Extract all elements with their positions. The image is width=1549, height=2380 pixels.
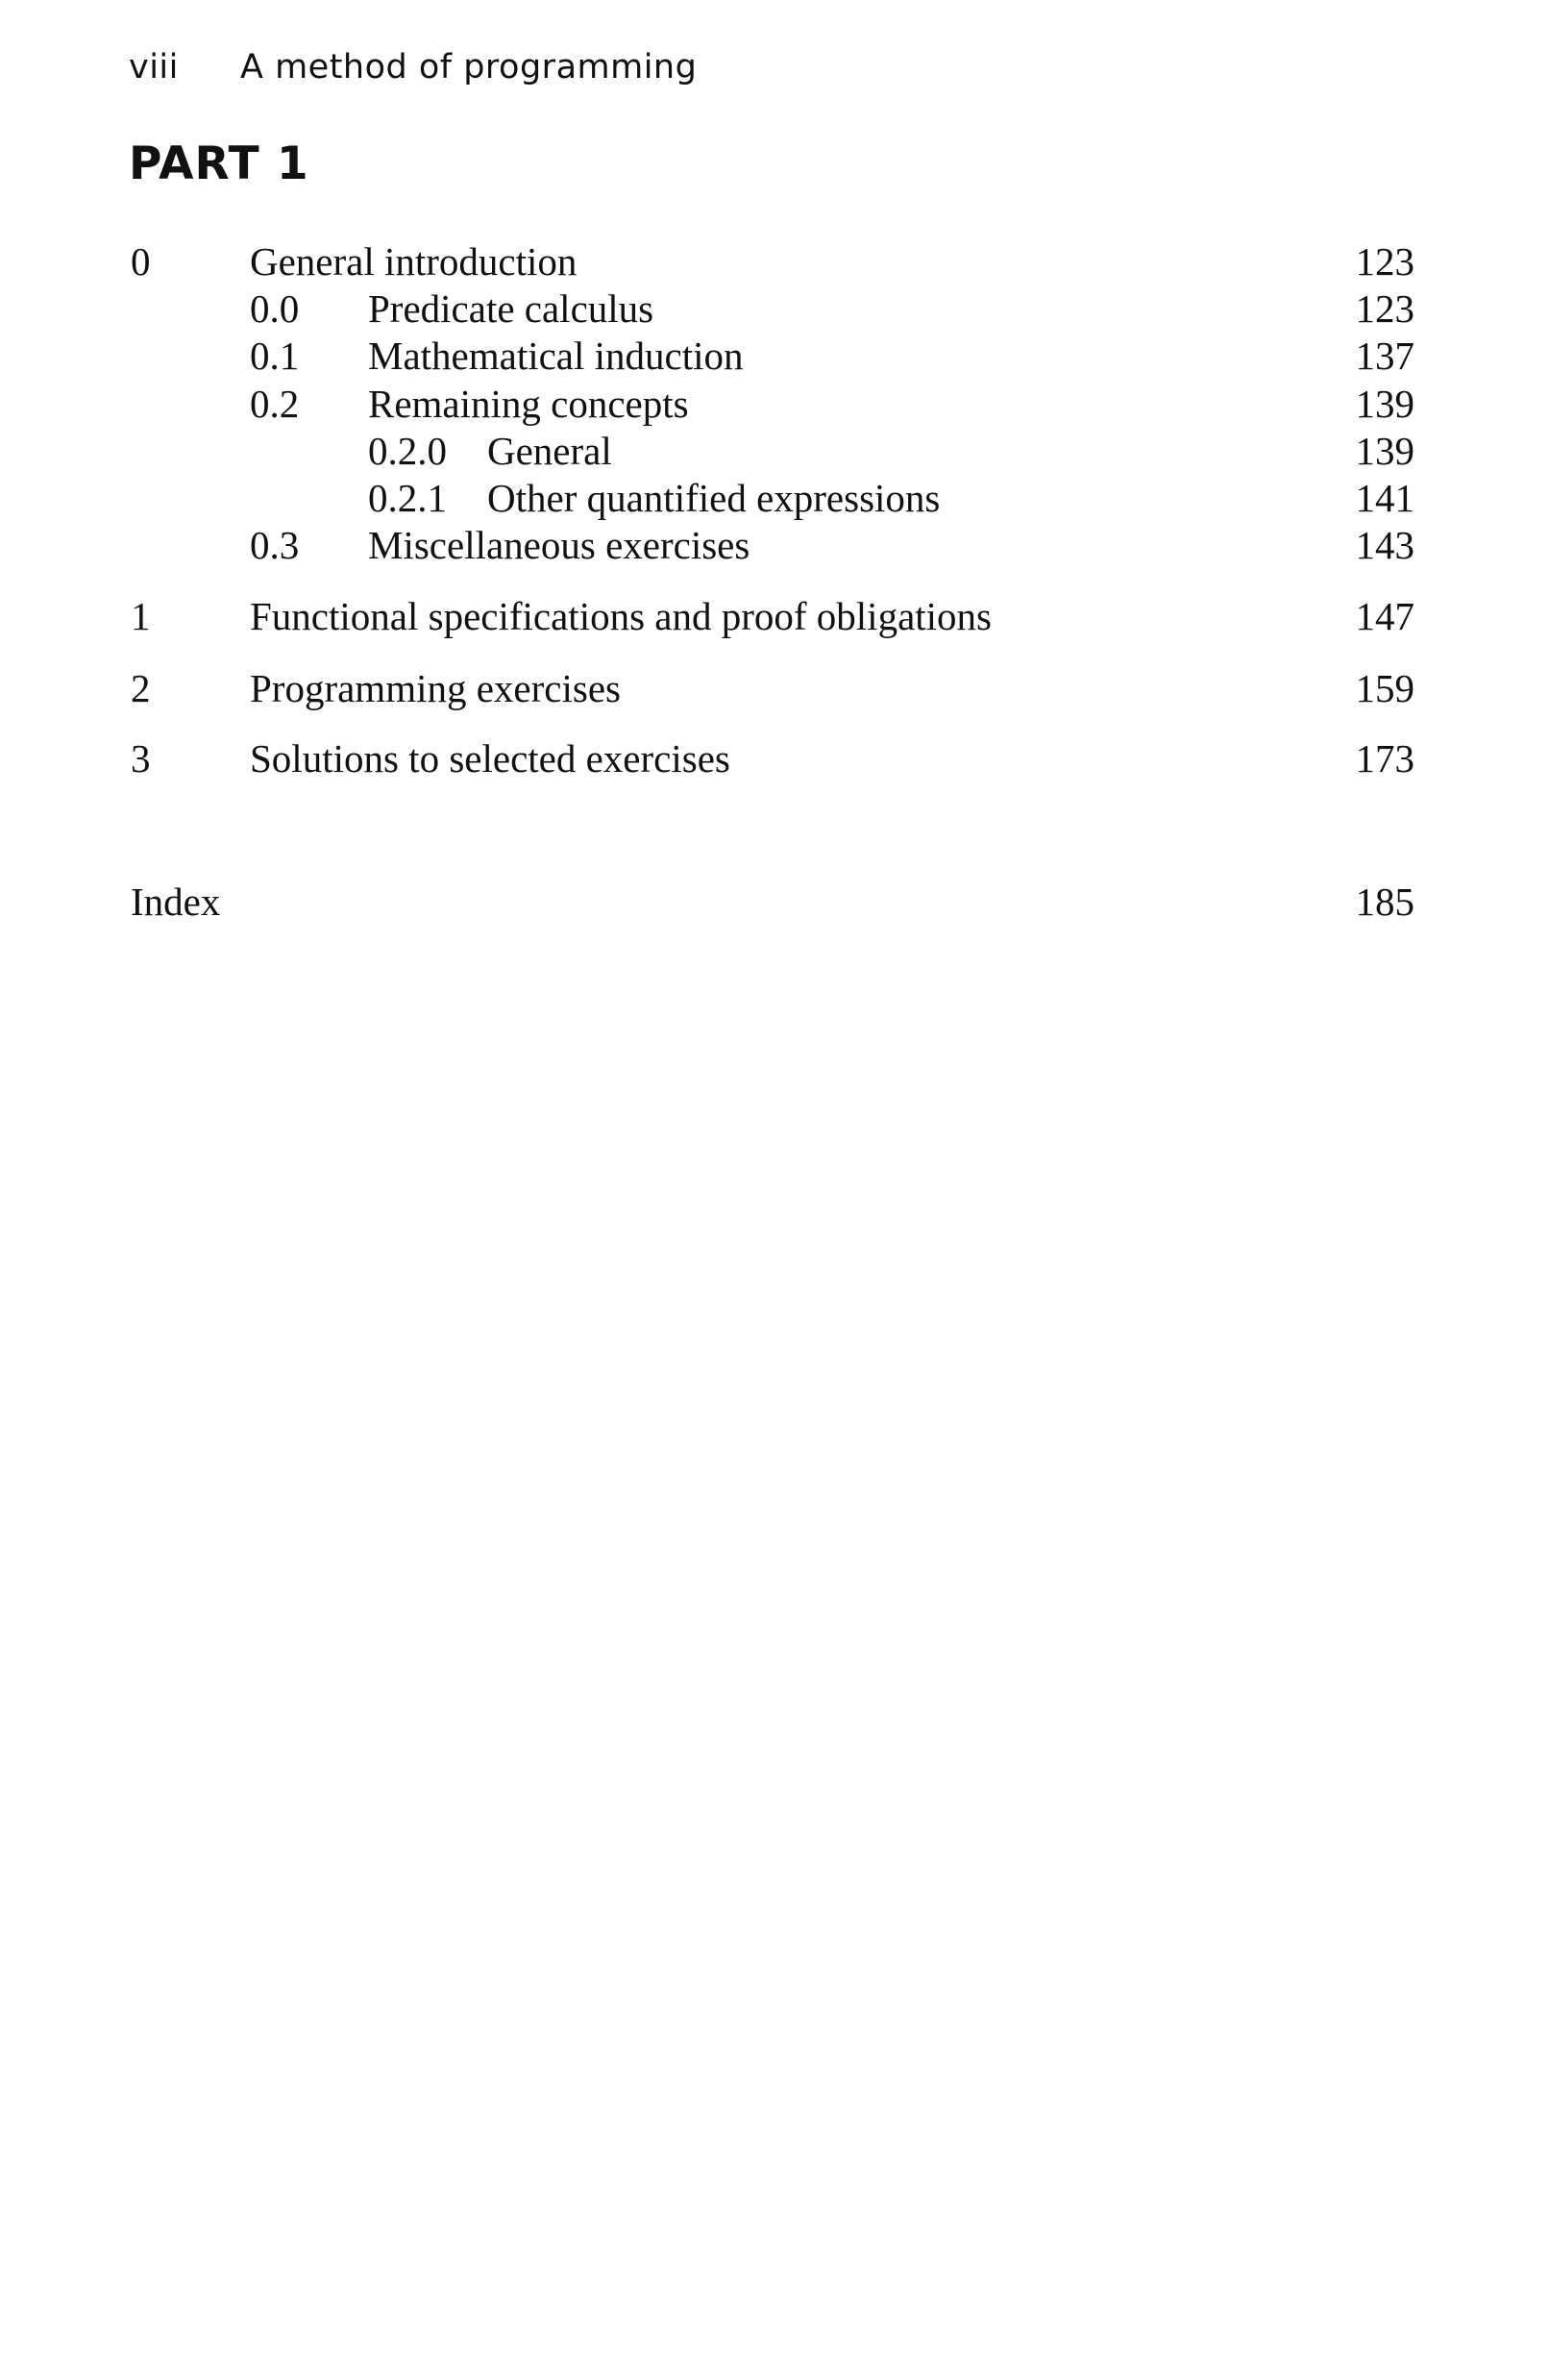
part-heading: PART 1 [129, 137, 309, 190]
toc-entry-section-0-0 [0, 285, 1549, 333]
toc-entry-title: Predicate calculus [368, 286, 654, 331]
toc-entry-number: 3 [131, 736, 151, 781]
toc-entry-page: 159 [1355, 666, 1414, 710]
toc-entry-section-0-2 [0, 380, 1549, 428]
toc-entry-page: 141 [1355, 476, 1414, 520]
toc-entry-section-0-1 [0, 332, 1549, 380]
toc-entry-number: 2 [131, 666, 151, 710]
toc-entry-index [0, 878, 1549, 926]
toc-entry-number: 0 [131, 239, 151, 284]
toc-entry-title: Functional specifications and proof obligations [250, 594, 993, 638]
toc-entry-number: 0.2 [250, 382, 300, 426]
toc-entry-number: 1 [131, 594, 151, 638]
toc-entry-title: Other quantified expressions [487, 476, 941, 520]
toc-entry-page: 143 [1355, 523, 1414, 567]
toc-entry-page: 173 [1355, 736, 1414, 781]
toc-index-title: Index [131, 880, 221, 924]
toc-entry-chapter-2 [0, 664, 1549, 712]
toc-entry-title: Mathematical induction [368, 334, 744, 378]
toc-entry-title: Solutions to selected exercises [250, 736, 730, 781]
toc-entry-number: 0.3 [250, 523, 300, 567]
toc-entry-section-0-3 [0, 521, 1549, 569]
toc-entry-page: 139 [1355, 429, 1414, 473]
toc-entry-chapter-1 [0, 592, 1549, 640]
running-head [129, 48, 697, 87]
toc-entry-number: 0.0 [250, 286, 300, 331]
toc-entry-number: 0.2.0 [368, 429, 447, 473]
toc-entry-title: Remaining concepts [368, 382, 689, 426]
toc-entry-number: 0.2.1 [368, 476, 447, 520]
toc-entry-title: General introduction [250, 239, 578, 284]
toc-entry-title: General [487, 429, 612, 473]
page-folio: viii [129, 48, 179, 87]
toc-entry-page: 123 [1355, 286, 1414, 331]
toc-entry-subsection-0-2-0 [0, 427, 1549, 475]
toc-entry-number: 0.1 [250, 334, 300, 378]
toc-entry-page: 137 [1355, 334, 1414, 378]
toc-entry-title: Programming exercises [250, 666, 621, 710]
toc-entry-page: 139 [1355, 382, 1414, 426]
toc-entry-chapter-3 [0, 734, 1549, 782]
toc-entry-page: 147 [1355, 594, 1414, 638]
toc-entry-title: Miscellaneous exercises [368, 523, 750, 567]
toc-index-page: 185 [1355, 880, 1414, 924]
toc-entry-subsection-0-2-1 [0, 474, 1549, 522]
toc-entry-chapter-0 [0, 237, 1549, 285]
running-head-title: A method of programming [240, 48, 698, 87]
toc-entry-page: 123 [1355, 239, 1414, 284]
